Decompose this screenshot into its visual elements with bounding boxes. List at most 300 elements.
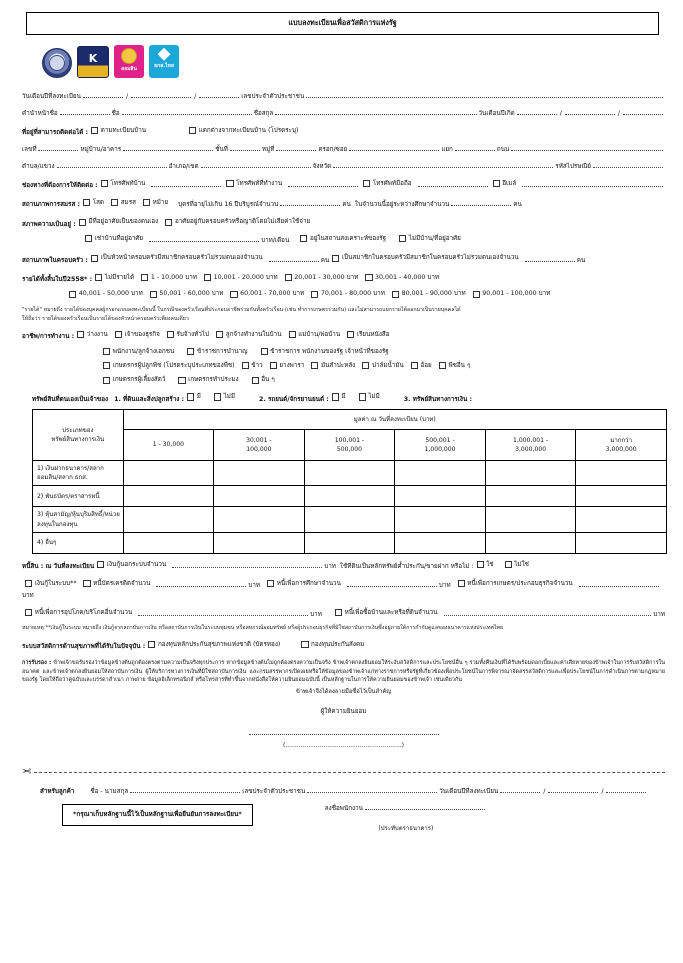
marital-option-widowed[interactable] xyxy=(140,198,168,207)
checkbox-icon[interactable] xyxy=(187,393,194,400)
debt-house-unit: บาท xyxy=(653,610,665,618)
district-input[interactable] xyxy=(201,162,311,168)
occupation-homemaker-label: แม่บ้าน/พ่อบ้าน xyxy=(298,330,341,338)
asset-cell-2-2[interactable] xyxy=(304,507,395,532)
table-row xyxy=(33,532,667,553)
checkbox-icon[interactable] xyxy=(216,331,223,338)
address-option-same-label: ตามทะเบียนบ้าน xyxy=(100,126,147,134)
customer-date-label: วันเดือนปีที่ลงทะเบียน xyxy=(439,788,499,796)
checkbox-icon[interactable] xyxy=(187,348,194,355)
floor-input[interactable] xyxy=(230,145,260,151)
asset-cell-2-1[interactable] xyxy=(214,507,305,532)
asset-col-1-line1: 30,001 - xyxy=(246,436,272,444)
checkbox-icon[interactable] xyxy=(267,580,274,587)
checkbox-icon[interactable] xyxy=(311,362,318,369)
occupation-crop-farmer-label: เกษตรกรผู้ปลูกพืช (โปรดระบุประเภทของพืช) xyxy=(112,361,235,369)
income-option-6-label: 50,001 - 60,000 บาท xyxy=(159,290,224,298)
family-head-count-input[interactable] xyxy=(269,256,319,262)
asset-col-2 xyxy=(304,429,395,460)
reg-day-input[interactable] xyxy=(83,92,123,98)
debt-consumption[interactable] xyxy=(22,608,132,617)
asset-col-1 xyxy=(214,429,305,460)
checkbox-icon[interactable] xyxy=(141,274,148,281)
moo-label: หมู่ที่ xyxy=(261,146,275,154)
checkbox-icon[interactable] xyxy=(91,127,98,134)
keep-receipt-notice: *กรุณาเก็บหลักฐานนี้ไว้เป็นหลักฐานเพื่อยืนยันการลงทะเบียน* xyxy=(62,804,253,826)
asset-cell-0-1[interactable] xyxy=(214,461,305,486)
occupation-row-1 xyxy=(22,330,665,342)
staff-sign-label: ลงชื่อพนักงาน xyxy=(324,805,363,813)
checkbox-icon[interactable] xyxy=(411,362,418,369)
income-option-9[interactable] xyxy=(389,289,466,298)
occupation-livestock-farmer[interactable] xyxy=(100,375,165,384)
income-footnote-line1: "รายได้" หมายถึง รายได้ของบุคคลผู้กรอกแบบลงทะเบียนนี้ ในกรณีของครัวเรือนที่ประกอบอาชีพร่วมกันทั้งครัวเรือน (เช่น ทำการเกษตรร่วมกัน) และไม่สามารถแยกรายได้ออกมาเป็นรายบุคคลได้ xyxy=(22,307,461,314)
debt-consumption-input[interactable] xyxy=(138,610,308,616)
asset-vehicle-no[interactable] xyxy=(356,392,380,401)
health-social-security-label: กองทุนประกันสังคม xyxy=(311,640,365,648)
family-member-unit: คน xyxy=(576,256,586,264)
birth-day-input[interactable] xyxy=(517,109,557,115)
reg-year-input[interactable] xyxy=(199,92,239,98)
income-option-1-label: 1 - 10,000 บาท xyxy=(150,273,197,281)
occupation-label: อาชีพ/การทำงาน : xyxy=(22,333,75,341)
debt-house-land[interactable] xyxy=(332,608,438,617)
home-phone-input[interactable] xyxy=(151,181,221,187)
asset-land-yes[interactable] xyxy=(184,392,201,401)
checkbox-icon[interactable] xyxy=(115,331,122,338)
checkbox-icon[interactable] xyxy=(83,199,90,206)
debt-credit-card-input[interactable] xyxy=(156,581,246,587)
occupation-government-official-label: ข้าราชการ พนักงานของรัฐ เจ้าหน้าที่ของรัฐ xyxy=(270,347,389,355)
asset-cell-1-1[interactable] xyxy=(214,486,305,507)
address-option-different[interactable] xyxy=(186,126,298,135)
asset-cell-0-4[interactable] xyxy=(485,461,576,486)
address-option-different-label: แตกต่างจากทะเบียนบ้าน (โปรดระบุ) xyxy=(198,126,299,134)
checkbox-icon[interactable] xyxy=(362,362,369,369)
customer-reg-day-input[interactable] xyxy=(500,787,540,793)
occupation-domestic-worker[interactable] xyxy=(213,330,281,339)
crop-sugarcane[interactable] xyxy=(408,361,432,370)
firstname-input[interactable] xyxy=(122,109,252,115)
house-no-label: เลขที่ xyxy=(22,146,37,154)
occupation-government-official[interactable] xyxy=(258,347,389,356)
asset-cell-2-4[interactable] xyxy=(485,507,576,532)
mobile-input[interactable] xyxy=(418,181,488,187)
crop-palm-oil[interactable] xyxy=(359,361,404,370)
checkbox-icon[interactable] xyxy=(347,331,354,338)
checkbox-icon[interactable] xyxy=(25,609,32,616)
checkbox-icon[interactable] xyxy=(300,235,307,242)
debt-informal-amount-input[interactable] xyxy=(172,562,322,568)
certification-text: ข้าพเจ้าขอรับรองว่าข้อมูลข้างต้นถูกต้องตรงตามความเป็นจริงทุกประการ หากข้อมูลข้างต้นไม่ถูกต้องตรงความเป็นจริง ข้าพเจ้าตกลงยินยอมให้ระงับสวัสดิการและประโยชน์อื่น ๆ รวมทั้งคืนเงินที่ได้รับพร้อมดอกเบี้ยและค่าเสียหายของข้าพเจ้าในการรับสวัสดิการในอนาคต และข้าพเจ้าตกลงยินยอมให้สถาบันการเงิน ผู้ให้บริการทางการเงินที่มิใช่สถาบันการเงิน และกรมสรรพากรเปิดเผยหรือให้ข้อมูลของข้าพเจ้าแก่ทางราชการหรือรัฐที่เกี่ยวข้องเพื่อประโยชน์ในการพิจารณาจัดสรรสวัสดิการและเพื่อประโยชน์ในการดำเนินการตามกฎหมายของรัฐ โดยให้ถือว่าคู่ฉบับและบรรดาสำเนา ภาพถ่าย ข้อมูลอิเล็กทรอนิกส์ หรือโทรสารที่ทำขึ้นจากหนังสือให้ความยินยอมฉบับนี้ เป็นหลักฐานในการให้ความยินยอมของข้าพเจ้า เช่นเดียวกัน xyxy=(22,659,665,684)
checkbox-icon[interactable] xyxy=(335,609,342,616)
checkbox-icon[interactable] xyxy=(97,561,104,568)
checkbox-icon[interactable] xyxy=(178,377,185,384)
family-member-count-input[interactable] xyxy=(525,256,575,262)
asset-cell-1-4[interactable] xyxy=(485,486,576,507)
income-option-4[interactable] xyxy=(362,273,439,282)
marital-option-married[interactable] xyxy=(108,198,136,207)
crop-sugarcane-label: อ้อย xyxy=(420,361,432,369)
asset-cell-1-3[interactable] xyxy=(395,486,486,507)
occupation-domestic-worker-label: ลูกจ้างทำงานในบ้าน xyxy=(225,330,282,338)
checkbox-icon[interactable] xyxy=(167,331,174,338)
asset-cell-1-5[interactable] xyxy=(576,486,667,507)
housing-homeless-label: ไม่มีบ้าน/ที่อยู่อาศัย xyxy=(408,235,461,243)
housing-option-homeless[interactable] xyxy=(396,234,461,243)
occupation-fisher-label: เกษตรกรทำประมง xyxy=(188,376,239,384)
occupation-student[interactable] xyxy=(344,330,389,339)
contact-option-email[interactable] xyxy=(490,179,517,188)
checkbox-icon[interactable] xyxy=(363,180,370,187)
family-member-label: เป็นสมาชิกในครอบครัวมีสมาชิกในครอบครัวไม่รวมตนเองจำนวน xyxy=(341,254,519,262)
checkbox-icon[interactable] xyxy=(214,393,221,400)
income-option-6[interactable] xyxy=(147,289,224,298)
birth-month-input[interactable] xyxy=(565,109,615,115)
asset-col-5-line2: 3,000,000 xyxy=(605,446,637,453)
occupation-unemployed[interactable] xyxy=(74,330,108,339)
income-option-2[interactable] xyxy=(201,273,278,282)
agency-logos xyxy=(42,45,665,78)
marital-widowed-label: หม้าย xyxy=(152,199,169,207)
asset-cell-1-2[interactable] xyxy=(304,486,395,507)
income-option-7-label: 60,001 - 70,000 บาท xyxy=(240,290,305,298)
collateral-question-label: ใช้ที่ดินเป็นหลักทรัพย์ค้ำประกัน/ขายฝาก หรือไม่ : xyxy=(339,562,474,570)
debt-education[interactable] xyxy=(264,579,341,588)
occupation-private-employee[interactable] xyxy=(100,347,174,356)
marital-single-label: โสด xyxy=(92,199,105,207)
income-option-3[interactable] xyxy=(282,273,359,282)
housing-option-family[interactable] xyxy=(162,217,310,226)
contactable-address-label: ที่อยู่ที่สามารถติดต่อได้ : xyxy=(22,129,89,137)
checkbox-icon[interactable] xyxy=(91,255,98,262)
debt-informal-unit: บาท xyxy=(324,562,336,570)
signer-label: ผู้ให้ความยินยอม xyxy=(320,707,367,715)
checkbox-icon[interactable] xyxy=(261,348,268,355)
asset-cell-2-3[interactable] xyxy=(395,507,486,532)
housing-family-label: อาศัยอยู่กับครอบครัวหรือญาติโดยไม่เสียค่าใช้จ่าย xyxy=(174,218,311,226)
contact-email-label: อีเมล์ xyxy=(502,179,517,187)
income-option-1[interactable] xyxy=(138,273,197,282)
baac-logo xyxy=(149,45,179,78)
marital-status-label: สถานภาพการสมรส : xyxy=(22,201,80,209)
debt-credit-card-label: หนี้บัตรเครดิตจำนวน xyxy=(93,579,151,587)
province-input[interactable] xyxy=(333,162,553,168)
customer-slip-title: สำหรับลูกค้า xyxy=(40,788,75,796)
debt-agriculture-label: หนี้เพื่อการเกษตร/ประกอบธุรกิจจำนวน xyxy=(467,579,573,587)
subdistrict-input[interactable] xyxy=(57,162,167,168)
income-option-5[interactable] xyxy=(66,289,143,298)
customer-citizen-id-input[interactable] xyxy=(307,787,437,793)
contact-channel-row xyxy=(22,179,665,191)
customer-citizen-id-label: เลขประจำตัวประชาชน xyxy=(242,788,306,796)
contact-option-work-phone[interactable] xyxy=(223,179,282,188)
income-option-8-label: 70,001 - 80,000 บาท xyxy=(320,290,385,298)
checkbox-icon[interactable] xyxy=(189,127,196,134)
email-input[interactable] xyxy=(522,181,663,187)
collateral-no[interactable] xyxy=(502,560,529,569)
checkbox-icon[interactable] xyxy=(230,291,237,298)
alley-input[interactable] xyxy=(349,145,439,151)
birthdate-label: วันเดือนปีเกิด xyxy=(478,109,515,117)
asset-cell-0-2[interactable] xyxy=(304,461,395,486)
debt-agriculture[interactable] xyxy=(455,579,573,588)
asset-cell-0-5[interactable] xyxy=(576,461,667,486)
checkbox-icon[interactable] xyxy=(150,291,157,298)
occupation-crop-farmer[interactable] xyxy=(100,361,235,370)
debt-agriculture-input[interactable] xyxy=(579,581,659,587)
debt-row-2 xyxy=(22,579,665,600)
debt-credit-card[interactable] xyxy=(80,579,150,588)
asset-col-2-line1: 100,001 - xyxy=(334,436,365,444)
housing-status-label: สภาพความเป็นอยู่ : xyxy=(22,220,76,228)
debt-informal-loan[interactable] xyxy=(94,560,166,569)
debt-education-input[interactable] xyxy=(347,581,437,587)
health-option-gold-card[interactable] xyxy=(145,640,280,649)
health-option-social-security[interactable] xyxy=(298,640,364,649)
checkbox-icon[interactable] xyxy=(477,561,484,568)
income-footnote xyxy=(22,306,665,322)
customer-slip-row: สำหรับลูกค้า ชื่อ - นามสกุล เลขประจำตัวประชาชน วันเดือนปีที่ลงทะเบียน / / xyxy=(40,787,665,796)
debt-formal-loan[interactable] xyxy=(22,579,76,588)
checkbox-icon[interactable] xyxy=(332,393,339,400)
address-option-same[interactable] xyxy=(88,126,146,135)
housing-option-shelter[interactable] xyxy=(297,234,386,243)
subdistrict-label: ตำบล/แขวง xyxy=(22,162,55,170)
gsb-logo xyxy=(114,45,144,78)
reg-month-input[interactable] xyxy=(131,92,191,98)
debt-informal-loan-label: เงินกู้นอกระบบจำนวน xyxy=(106,560,167,568)
checkbox-icon[interactable] xyxy=(103,377,110,384)
occupation-business-owner[interactable] xyxy=(112,330,160,339)
financial-assets-table xyxy=(32,409,667,554)
occupation-general-labor-label: รับจ้างทั่วไป xyxy=(176,330,210,338)
road-input[interactable] xyxy=(511,145,663,151)
debt-cc-unit: บาท xyxy=(248,582,261,590)
contact-channel-label: ช่องทางที่ต้องการให้ติดต่อ : xyxy=(22,182,98,190)
occupation-homemaker[interactable] xyxy=(286,330,341,339)
debt-house-land-input[interactable] xyxy=(444,610,652,616)
checkbox-icon[interactable] xyxy=(332,255,339,262)
family-status-label: สถานภาพในครอบครัว : xyxy=(22,256,88,264)
family-option-member[interactable] xyxy=(329,253,518,262)
customer-slip xyxy=(22,787,665,832)
income-row-2 xyxy=(22,289,665,298)
studying-count-input[interactable] xyxy=(451,200,511,206)
asset-cell-2-5[interactable] xyxy=(576,507,667,532)
asset-cell-3-2[interactable] xyxy=(304,532,395,553)
asset-cell-3-3[interactable] xyxy=(395,532,486,553)
crop-rubber-label: ยางพารา xyxy=(279,361,305,369)
occupation-other[interactable] xyxy=(249,375,275,384)
checkbox-icon[interactable] xyxy=(103,348,110,355)
family-option-head[interactable] xyxy=(88,253,263,262)
collateral-yes[interactable] xyxy=(474,560,494,569)
district-label: อำเภอ/เขต xyxy=(168,162,199,170)
housing-option-own[interactable] xyxy=(76,217,158,226)
contact-work-phone-label: โทรศัพท์ที่ทำงาน xyxy=(236,179,283,187)
asset-cell-3-0[interactable] xyxy=(123,532,214,553)
asset-col-5-line1: มากกว่า xyxy=(610,436,633,444)
checkbox-icon[interactable] xyxy=(439,362,446,369)
house-no-input[interactable] xyxy=(38,145,78,151)
signature-block xyxy=(22,707,665,751)
crop-cassava[interactable] xyxy=(308,361,355,370)
checkbox-icon[interactable] xyxy=(101,180,108,187)
asset-cell-1-0[interactable] xyxy=(123,486,214,507)
name-row: คำนำหน้าชื่อ ชื่อ ชื่อสกุล วันเดือนปีเกิด / / xyxy=(22,109,665,118)
income-option-4-label: 30,001 - 40,000 บาท xyxy=(375,273,440,281)
occupation-livestock-label: เกษตรกรผู้เลี้ยงสัตว์ xyxy=(112,376,166,384)
signature-input[interactable] xyxy=(249,728,439,735)
occupation-row-3 xyxy=(22,361,665,370)
checkbox-icon[interactable] xyxy=(95,274,102,281)
moo-input[interactable] xyxy=(276,145,316,151)
occupation-private-employee-label: พนักงาน/ลูกจ้างเอกชน xyxy=(112,347,175,355)
health-welfare-label: ระบบสวัสดิการด้านสุขภาพที่ได้รับในปัจจุบัน : xyxy=(22,642,146,650)
debt-footnote xyxy=(22,624,665,632)
lastname-input[interactable] xyxy=(275,109,476,115)
rent-amount-input[interactable] xyxy=(149,236,259,242)
asset-cell-3-4[interactable] xyxy=(485,532,576,553)
checkbox-icon[interactable] xyxy=(85,235,92,242)
contact-option-mobile[interactable] xyxy=(360,179,411,188)
income-option-0[interactable] xyxy=(92,273,134,282)
crop-other-label: พืชอื่น ๆ xyxy=(448,361,471,369)
checkbox-icon[interactable] xyxy=(285,274,292,281)
checkbox-icon[interactable] xyxy=(79,219,86,226)
crop-rice-label: ข้าว xyxy=(251,361,263,369)
checkbox-icon[interactable] xyxy=(392,291,399,298)
checkbox-icon[interactable] xyxy=(204,274,211,281)
staff-signature-input[interactable] xyxy=(365,804,485,810)
marital-option-single[interactable] xyxy=(80,198,104,207)
asset-cell-0-0[interactable] xyxy=(123,461,214,486)
checkbox-icon[interactable] xyxy=(399,235,406,242)
occupation-retired-official[interactable] xyxy=(184,347,247,356)
income-option-7[interactable] xyxy=(227,289,304,298)
citizen-id-input[interactable] xyxy=(306,92,663,98)
occupation-fisher[interactable] xyxy=(175,375,238,384)
asset-cell-3-1[interactable] xyxy=(214,532,305,553)
collateral-no-label: ไม่ใช่ xyxy=(514,560,529,568)
contact-option-home-phone[interactable] xyxy=(98,179,146,188)
debt-agri-unit: บาท xyxy=(22,591,34,599)
contact-mobile-label: โทรศัพท์มือถือ xyxy=(372,179,412,187)
debt-row-1 xyxy=(22,560,665,572)
certification-closing: ข้าพเจ้าจึงได้ลงลายมือชื่อไว้เป็นสำคัญ xyxy=(295,689,392,696)
registration-date-label: วันเดือนปีที่ลงทะเบียน xyxy=(22,92,81,100)
asset-cell-0-3[interactable] xyxy=(395,461,486,486)
form-title: แบบลงทะเบียนเพื่อสวัสดิการแห่งรัฐ xyxy=(26,12,659,35)
asset-cell-2-0[interactable] xyxy=(123,507,214,532)
asset-vehicle-yes[interactable] xyxy=(329,392,346,401)
customer-reg-month-input[interactable] xyxy=(548,787,598,793)
postcode-input[interactable] xyxy=(593,162,663,168)
checkbox-icon[interactable] xyxy=(311,291,318,298)
debt-education-label: หนี้เพื่อการศึกษาจำนวน xyxy=(276,579,341,587)
checkbox-icon[interactable] xyxy=(111,199,118,206)
children-count-input[interactable] xyxy=(280,200,340,206)
prefix-input[interactable] xyxy=(60,109,110,115)
birth-year-input[interactable] xyxy=(623,109,663,115)
asset-col-4 xyxy=(485,429,576,460)
occupation-general-labor[interactable] xyxy=(164,330,209,339)
checkbox-icon[interactable] xyxy=(83,580,90,587)
table-header-row-1 xyxy=(33,410,667,430)
asset-land-no[interactable] xyxy=(211,392,235,401)
crop-rice[interactable] xyxy=(239,361,263,370)
occupation-row-4 xyxy=(22,375,665,384)
junction-input[interactable] xyxy=(455,145,495,151)
housing-option-rent[interactable] xyxy=(82,234,143,243)
checkbox-icon[interactable] xyxy=(242,362,249,369)
income-option-2-label: 10,001 - 20,000 บาท xyxy=(213,273,278,281)
table-row xyxy=(33,507,667,532)
contactable-address-row xyxy=(22,126,665,138)
checkbox-icon[interactable] xyxy=(365,274,372,281)
checkbox-icon[interactable] xyxy=(301,641,308,648)
asset-col-2-line2: 500,000 xyxy=(336,446,363,453)
income-option-8[interactable] xyxy=(308,289,385,298)
ktb-mark: K xyxy=(88,52,98,66)
asset-cell-3-5[interactable] xyxy=(576,532,667,553)
checkbox-icon[interactable] xyxy=(103,362,110,369)
asset-vehicle-no-label: ไม่มี xyxy=(368,393,380,401)
checkbox-icon[interactable] xyxy=(69,291,76,298)
village-input[interactable] xyxy=(123,145,213,151)
asset-land-yes-label: มี xyxy=(196,393,201,401)
checkbox-icon[interactable] xyxy=(165,219,172,226)
assets-ownership-row xyxy=(32,392,665,404)
checkbox-icon[interactable] xyxy=(458,580,465,587)
checkbox-icon[interactable] xyxy=(289,331,296,338)
checkbox-icon[interactable] xyxy=(473,291,480,298)
checkbox-icon[interactable] xyxy=(148,641,155,648)
checkbox-icon[interactable] xyxy=(359,393,366,400)
checkbox-icon[interactable] xyxy=(252,377,259,384)
crop-other[interactable] xyxy=(436,361,471,370)
checkbox-icon[interactable] xyxy=(493,180,500,187)
checkbox-icon[interactable] xyxy=(270,362,277,369)
crop-rubber[interactable] xyxy=(267,361,305,370)
debt-label: หนี้สิน : ณ วันที่ลงทะเบียน xyxy=(22,562,95,570)
income-option-10[interactable] xyxy=(470,289,551,298)
customer-name-input[interactable] xyxy=(130,787,240,793)
road-label: ถนน xyxy=(496,146,510,154)
bank-stamp-label: (ประทับตราธนาคาร) xyxy=(378,824,434,832)
asset-type-header xyxy=(33,410,124,461)
scissors-icon: ✂ xyxy=(22,765,32,779)
checkbox-icon[interactable] xyxy=(143,199,150,206)
asset-col-0 xyxy=(123,429,214,460)
work-phone-input[interactable] xyxy=(288,181,358,187)
checkbox-icon[interactable] xyxy=(25,580,32,587)
asset-item-vehicle-label: 2. รถยนต์/จักรยานยนต์ : xyxy=(259,395,329,403)
checkbox-icon[interactable] xyxy=(226,180,233,187)
crop-palm-oil-label: ปาล์มน้ำมัน xyxy=(371,361,404,369)
occupation-unemployed-label: ว่างงาน xyxy=(86,330,108,338)
housing-shelter-label: อยู่ในสถานสงเคราะห์ของรัฐ xyxy=(309,235,387,243)
staff-signature-block xyxy=(325,804,487,832)
checkbox-icon[interactable] xyxy=(505,561,512,568)
asset-col-5 xyxy=(576,429,667,460)
customer-reg-year-input[interactable] xyxy=(606,787,646,793)
asset-col-4-line2: 3,000,000 xyxy=(515,446,547,453)
krungthai-bank-logo xyxy=(77,46,109,78)
checkbox-icon[interactable] xyxy=(77,331,84,338)
occupation-row-2 xyxy=(22,347,665,356)
